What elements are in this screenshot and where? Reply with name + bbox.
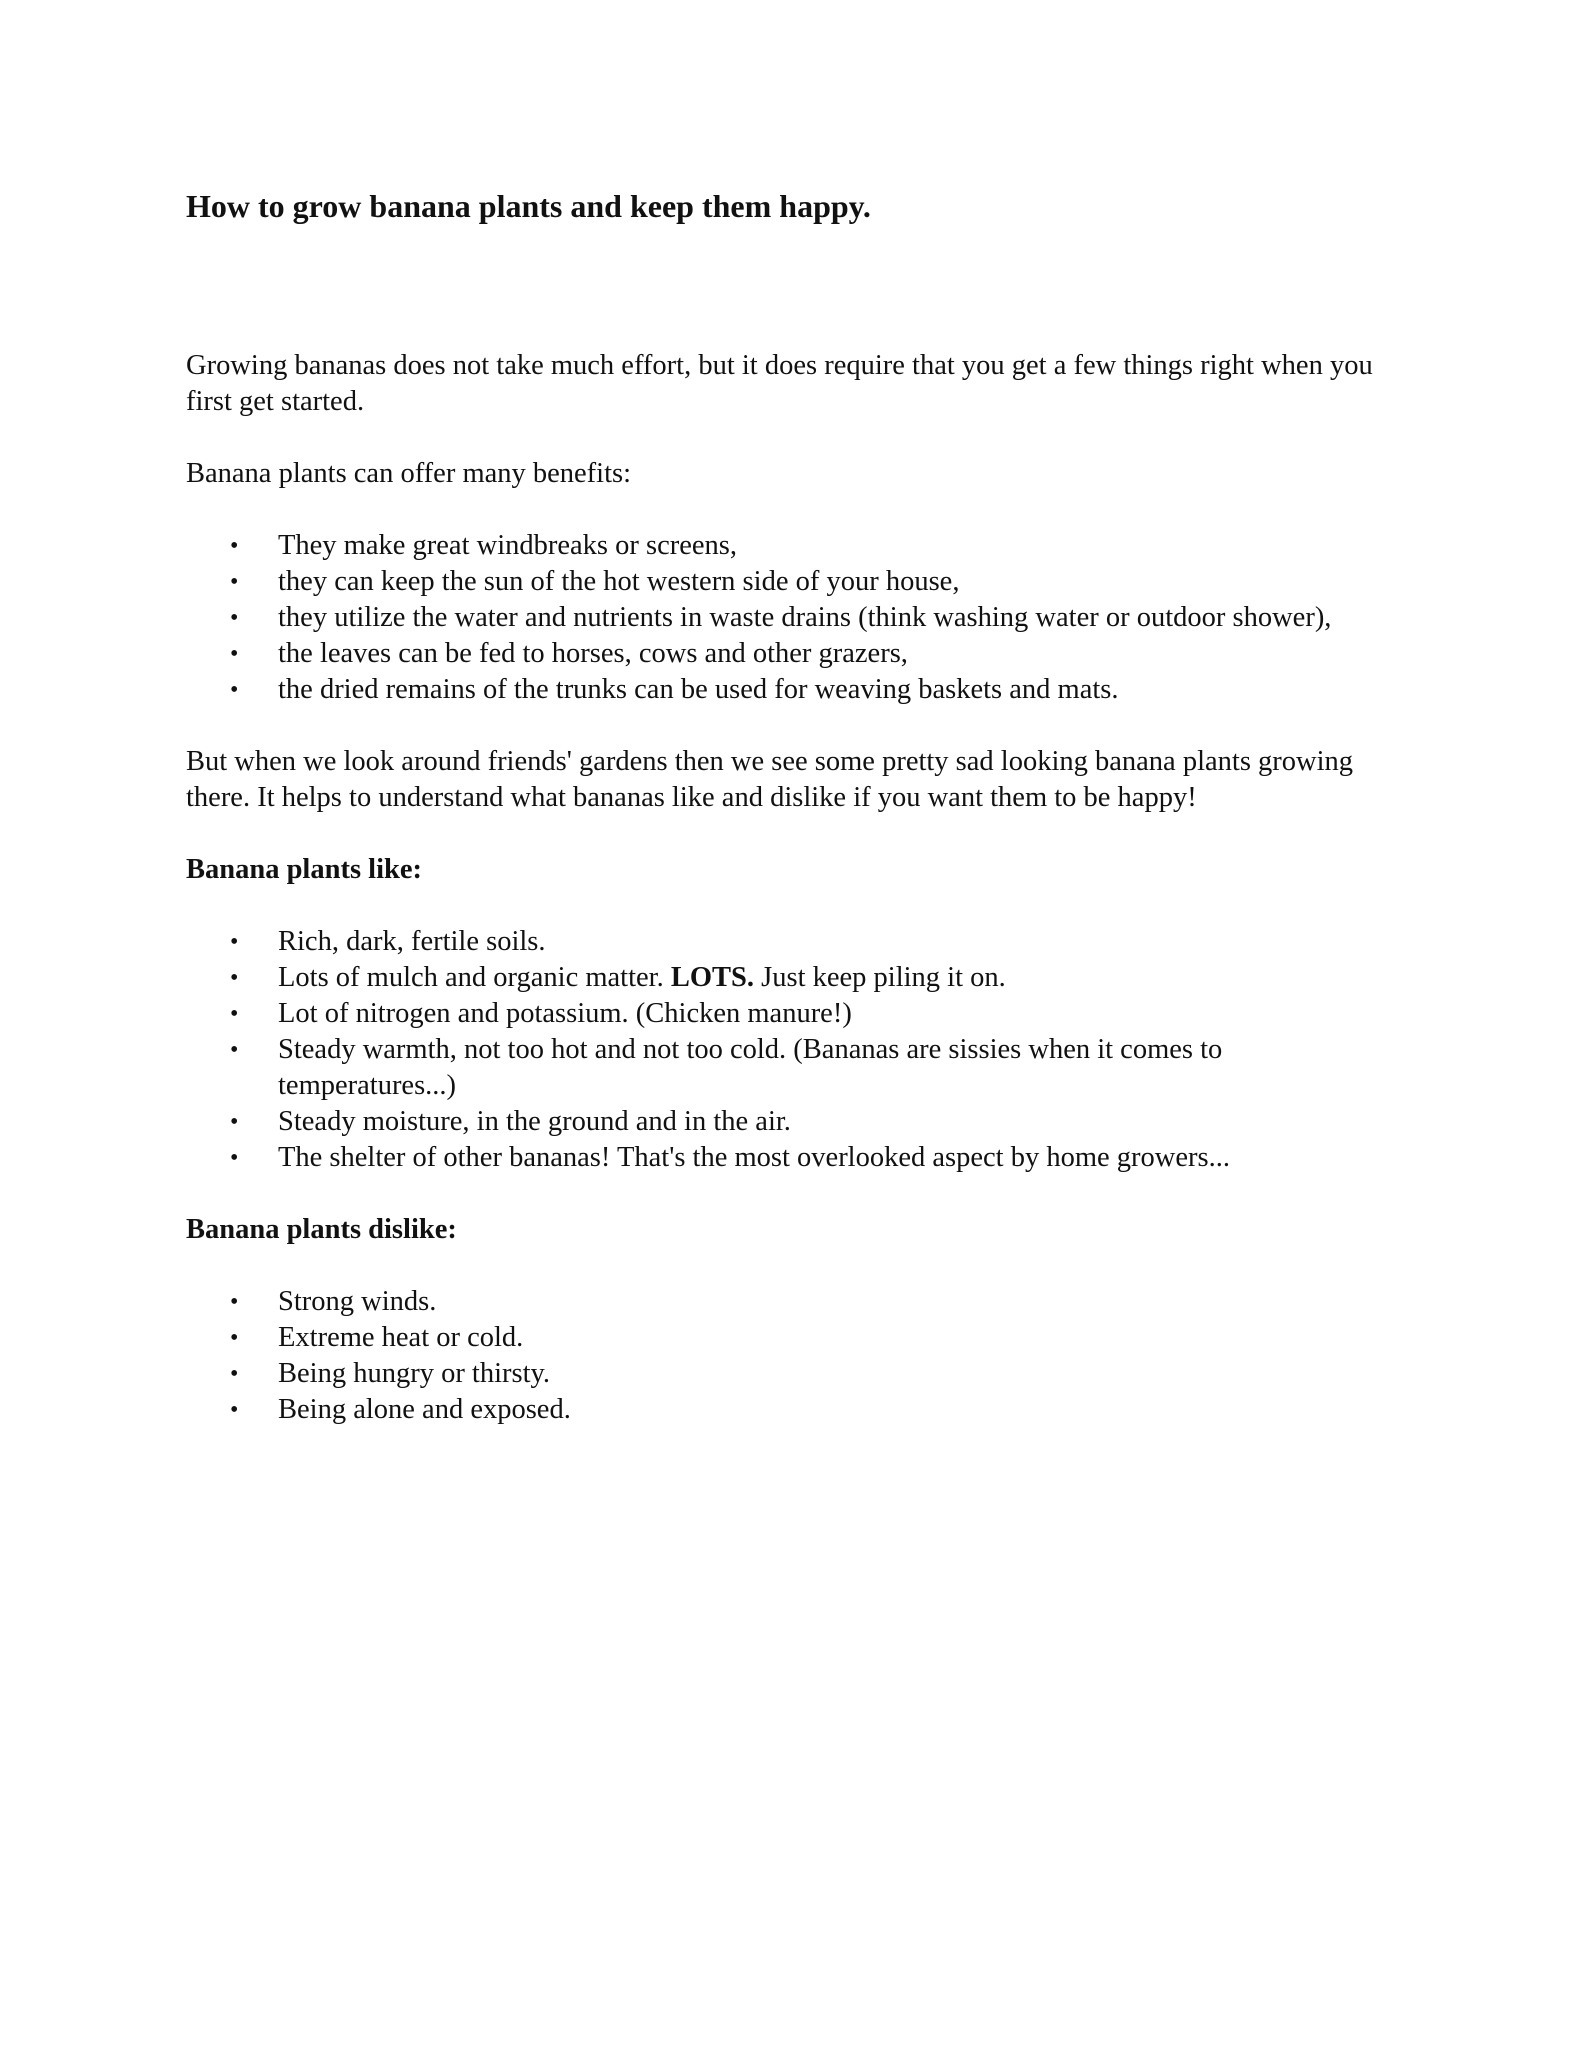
- dislikes-list: [186, 1284, 1406, 1428]
- bullet-icon: •: [230, 1145, 239, 1171]
- list-item: • Rich, dark, fertile soils.: [186, 924, 1406, 960]
- list-item: • Strong winds.: [186, 1284, 1406, 1320]
- likes-list: [186, 924, 1406, 1176]
- list-item: • the leaves can be fed to horses, cows and other grazers,: [186, 636, 1406, 672]
- bullet-icon: •: [230, 533, 239, 559]
- bullet-icon: •: [230, 1289, 239, 1315]
- bullet-icon: •: [230, 569, 239, 595]
- bullet-icon: •: [230, 1001, 239, 1027]
- likes-heading: Banana plants like:: [186, 854, 422, 885]
- bullet-icon: •: [230, 929, 239, 955]
- bullet-icon: •: [230, 1325, 239, 1351]
- list-item: • they can keep the sun of the hot western side of your house,: [186, 564, 1406, 600]
- list-item: • Lots of mulch and organic matter. LOTS. Just keep piling it on.: [186, 960, 1406, 996]
- list-item: • they utilize the water and nutrients in waste drains (think washing water or outdoor shower),: [186, 600, 1406, 636]
- list-item: • the dried remains of the trunks can be used for weaving baskets and mats.: [186, 672, 1406, 708]
- document-title: How to grow banana plants and keep them happy.: [186, 188, 871, 224]
- benefits-list: [186, 528, 1406, 708]
- bullet-icon: •: [230, 1109, 239, 1135]
- intro-paragraph: Growing bananas does not take much effort, but it does require that you get a few things right when you first get started.: [186, 350, 1373, 417]
- bullet-icon: •: [230, 677, 239, 703]
- document-page: [186, 170, 1406, 1428]
- benefits-intro: Banana plants can offer many benefits:: [186, 458, 632, 489]
- bullet-icon: •: [230, 1037, 239, 1063]
- list-item: • The shelter of other bananas! That's the most overlooked aspect by home growers...: [186, 1140, 1406, 1176]
- bullet-icon: •: [230, 605, 239, 631]
- bullet-icon: •: [230, 965, 239, 991]
- emphasis-text: LOTS.: [670, 962, 755, 993]
- list-item: • Steady warmth, not too hot and not too cold. (Bananas are sissies when it comes to temperatures...): [230, 1034, 1223, 1101]
- dislikes-heading: Banana plants dislike:: [186, 1214, 457, 1245]
- list-item: • They make great windbreaks or screens,: [186, 528, 1406, 564]
- list-item: • Being alone and exposed.: [186, 1392, 1406, 1428]
- list-item: • Being hungry or thirsty.: [186, 1356, 1406, 1392]
- list-item: • Steady moisture, in the ground and in the air.: [186, 1104, 1406, 1140]
- bullet-icon: •: [230, 1397, 239, 1423]
- bullet-icon: •: [230, 1361, 239, 1387]
- list-item: • Lot of nitrogen and potassium. (Chicken manure!): [186, 996, 1406, 1032]
- bullet-icon: •: [230, 641, 239, 667]
- list-item: • Extreme heat or cold.: [186, 1320, 1406, 1356]
- observation-paragraph: But when we look around friends' gardens then we see some pretty sad looking banana plants growing there. It helps to understand what bananas like and dislike if you want them to be happy!: [186, 746, 1354, 813]
